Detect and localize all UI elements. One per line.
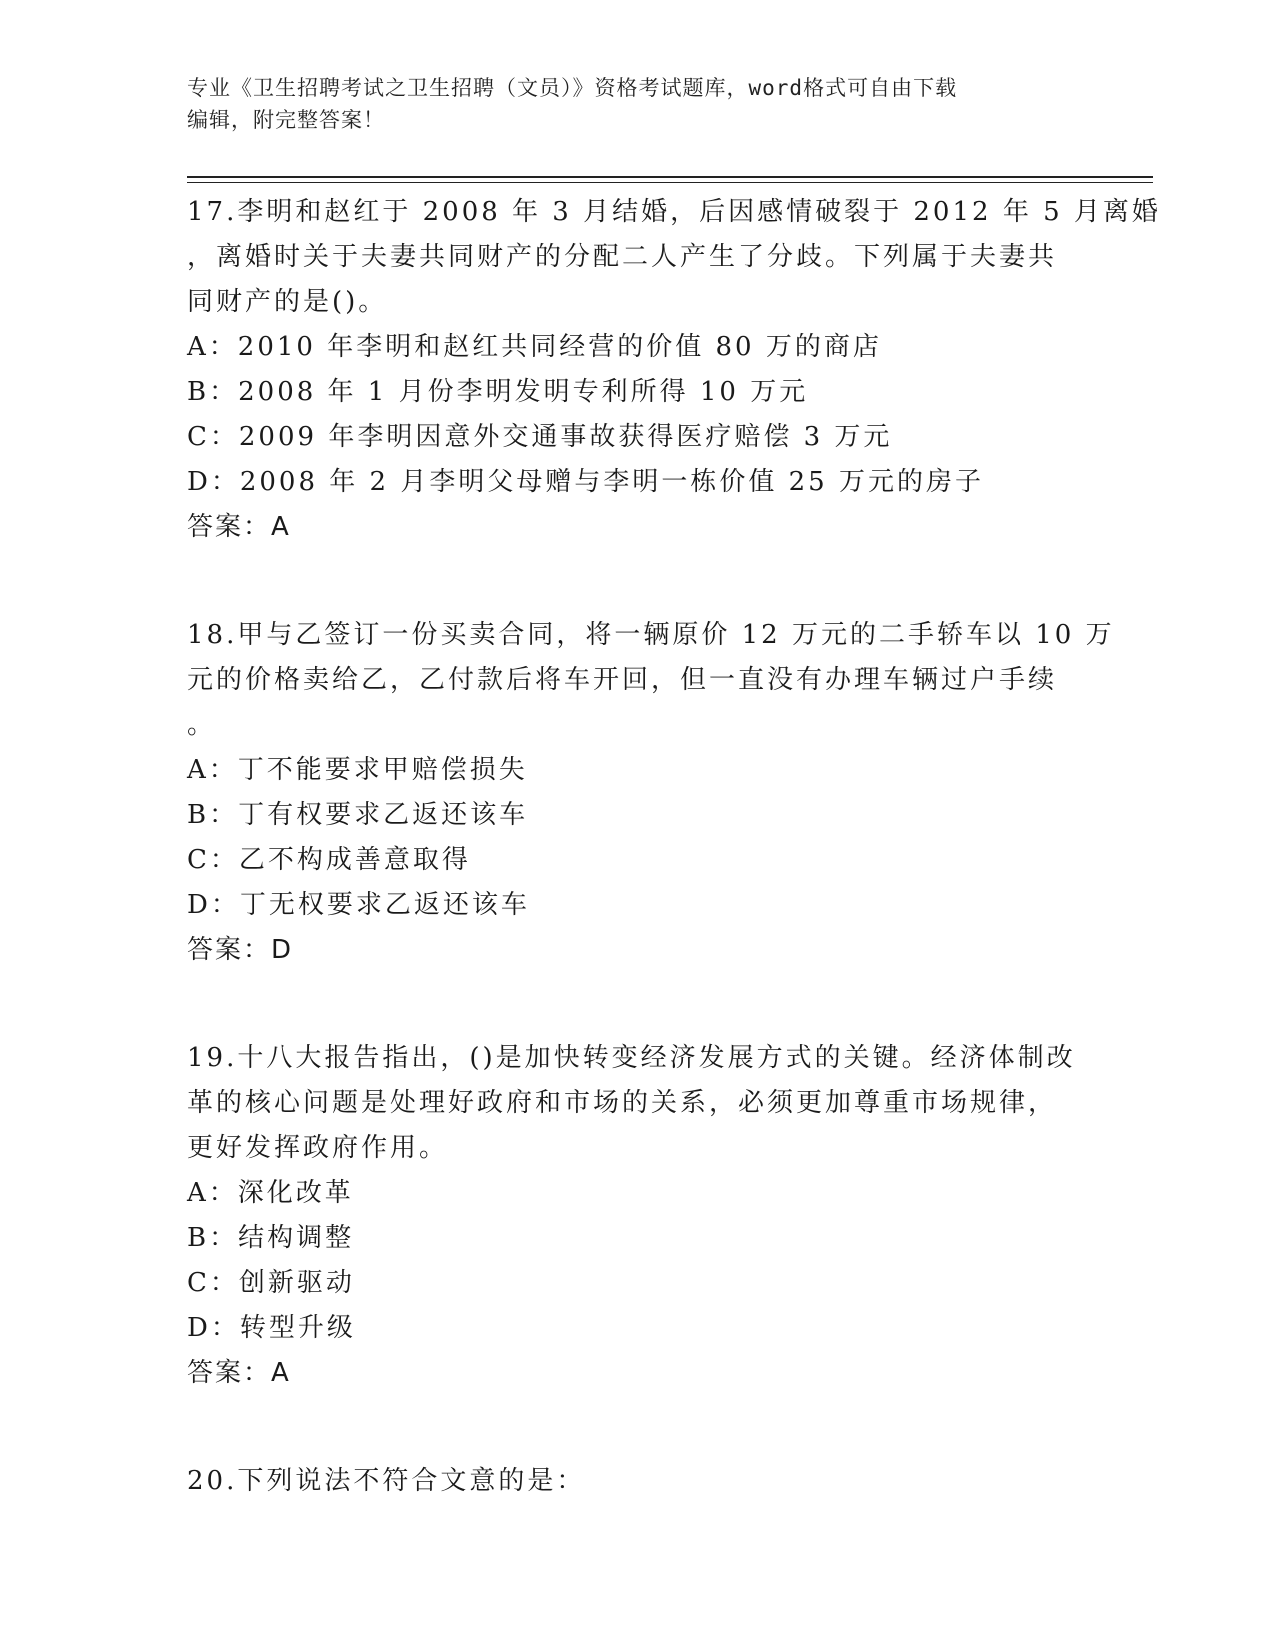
option-c: C：创新驱动 [187,1268,355,1298]
question-stem-line: 17.李明和赵红于 2008 年 3 月结婚，后因感情破裂于 2012 年 5 月离婚 [187,197,1161,227]
question-stem-line: 元的价格卖给乙，乙付款后将车开回，但一直没有办理车辆过户手续 [187,665,1058,695]
option-a: A：2010 年李明和赵红共同经营的价值 80 万的商店 [187,332,882,362]
header-divider-thick [187,176,1153,178]
question-stem-line: 革的核心问题是处理好政府和市场的关系，必须更加尊重市场规律， [187,1088,1058,1118]
document-header [187,72,1087,136]
option-d: D：转型升级 [187,1313,356,1343]
option-c: C：2009 年李明因意外交通事故获得医疗赔偿 3 万元 [187,422,893,452]
option-d: D：丁无权要求乙返还该车 [187,890,530,920]
question-18 [187,613,1115,973]
option-a: A：深化改革 [187,1178,354,1208]
question-17 [187,190,1161,550]
question-stem-line: ，离婚时关于夫妻共同财产的分配二人产生了分歧。下列属于夫妻共 [187,242,1058,272]
option-b: B：2008 年 1 月份李明发明专利所得 10 万元 [187,377,809,407]
question-20 [187,1459,1087,1504]
answer-label: 答案：D [187,935,294,965]
question-list [187,190,1161,1567]
header-divider-thin [187,182,1153,183]
question-stem-line: 更好发挥政府作用。 [187,1133,449,1163]
header-line-1: 专业《卫生招聘考试之卫生招聘（文员）》资格考试题库，word格式可自由下载 [187,76,958,100]
option-b: B：丁有权要求乙返还该车 [187,800,529,830]
question-stem-line: 18.甲与乙签订一份买卖合同，将一辆原价 12 万元的二手轿车以 10 万 [187,620,1115,650]
question-stem-line: 。 [187,710,217,740]
question-stem-line: 同财产的是()。 [187,287,388,317]
question-stem-line: 19.十八大报告指出，()是加快转变经济发展方式的关键。经济体制改 [187,1043,1076,1073]
question-19 [187,1036,1087,1396]
answer-label: 答案：A [187,1358,291,1388]
option-c: C：乙不构成善意取得 [187,845,471,875]
option-b: B：结构调整 [187,1223,355,1253]
answer-label: 答案：A [187,512,291,542]
option-a: A：丁不能要求甲赔偿损失 [187,755,528,785]
option-d: D：2008 年 2 月李明父母赠与李明一栋价值 25 万元的房子 [187,467,984,497]
header-line-2: 编辑，附完整答案！ [187,108,385,132]
question-stem-line: 20.下列说法不符合文意的是： [187,1466,586,1496]
